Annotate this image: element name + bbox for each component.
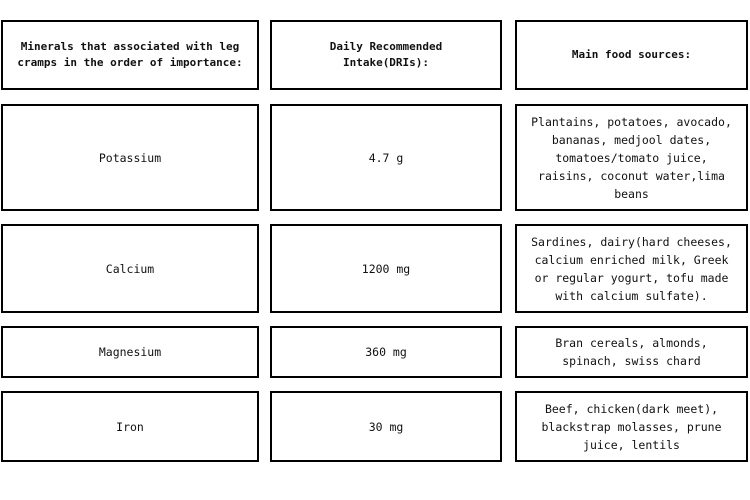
- header-food-sources-text: Main food sources:: [571, 48, 692, 61]
- food-sources: Bran cereals, almonds, spinach, swiss chard: [555, 336, 708, 368]
- mineral-name: Calcium: [105, 261, 155, 276]
- table-row-iron-dri: [270, 391, 502, 462]
- food-sources: Beef, chicken(dark meet), blackstrap molasses, prune juice, lentils: [541, 401, 722, 452]
- table-row-magnesium-sources: [515, 326, 748, 378]
- mineral-name: Iron: [116, 419, 144, 434]
- header-dri: [270, 20, 502, 90]
- table-row-calcium-sources: [515, 224, 748, 313]
- dri-value: 4.7 g: [368, 150, 404, 165]
- table-row-magnesium-dri: [270, 326, 502, 378]
- header-food-sources: [515, 20, 748, 90]
- dri-value: 30 mg: [368, 419, 404, 434]
- table-row-potassium-dri: [270, 104, 502, 211]
- header-minerals-text: Minerals that associated with leg cramps in the order of importance:: [17, 40, 243, 69]
- table-row-calcium-dri: [270, 224, 502, 313]
- header-minerals: [1, 20, 259, 90]
- header-dri-text: Daily Recommended Intake(DRIs):: [329, 40, 443, 69]
- mineral-name: Potassium: [98, 150, 162, 165]
- mineral-name: Magnesium: [98, 345, 162, 359]
- food-sources: Plantains, potatoes, avocado, bananas, medjool dates, tomatoes/tomato juice, raisins, coconut water,lima beans: [531, 114, 732, 201]
- table-row-magnesium-mineral: [1, 326, 259, 378]
- food-sources: Sardines, dairy(hard cheeses, calcium enriched milk, Greek or regular yogurt, tofu made with calcium sulfate).: [531, 234, 732, 303]
- table-row-potassium-mineral: [1, 104, 259, 211]
- table-row-iron-mineral: [1, 391, 259, 462]
- table-row-potassium-sources: [515, 104, 748, 211]
- dri-value: 1200 mg: [361, 261, 411, 276]
- table-row-calcium-mineral: [1, 224, 259, 313]
- table-row-iron-sources: [515, 391, 748, 462]
- dri-value: 360 mg: [365, 345, 407, 359]
